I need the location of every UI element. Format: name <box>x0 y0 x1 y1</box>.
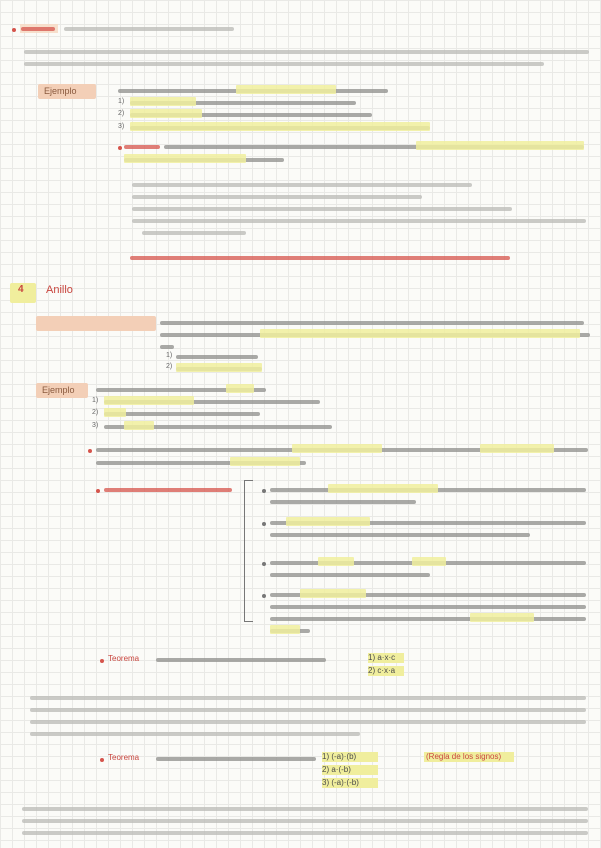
handwritten-text-line <box>22 819 588 823</box>
highlight-mark <box>260 329 580 338</box>
bullet-icon <box>88 449 92 453</box>
highlight-mark <box>286 517 370 526</box>
list-number: 2) <box>118 110 125 117</box>
highlight-mark <box>176 363 262 372</box>
handwritten-text-line <box>104 412 260 416</box>
highlight-mark <box>230 457 300 466</box>
ejemplo-tag <box>38 84 96 99</box>
teorema-label: Teorema <box>108 654 140 663</box>
handwritten-text-line <box>156 658 326 662</box>
highlight-mark <box>104 408 126 417</box>
highlight-mark <box>292 444 382 453</box>
handwritten-text-line <box>270 573 430 577</box>
section-number: 4 <box>18 284 24 295</box>
bullet-icon <box>262 594 266 598</box>
handwritten-text-line <box>30 708 586 712</box>
highlight-mark <box>318 557 354 566</box>
highlight-mark <box>130 109 202 118</box>
handwritten-text-line <box>30 732 360 736</box>
handwritten-text-line <box>176 355 258 359</box>
handwritten-text-line <box>270 533 530 537</box>
ejemplo-tag-label: Ejemplo <box>42 385 75 395</box>
handwritten-text-line <box>24 50 589 54</box>
bullet-icon <box>100 659 104 663</box>
highlight-mark <box>130 122 430 131</box>
handwritten-text-line <box>104 488 232 492</box>
highlight-mark <box>236 85 336 94</box>
handwritten-text-line <box>22 807 588 811</box>
handwritten-text-line <box>160 345 174 349</box>
bullet-icon <box>262 562 266 566</box>
handwritten-text-line <box>130 256 510 260</box>
formula-line: 3) (-a)·(-b) <box>322 778 359 787</box>
list-number: 1) <box>118 98 125 105</box>
list-number: 1) <box>92 397 99 404</box>
handwritten-text-line <box>160 321 584 325</box>
highlight-mark <box>416 141 584 150</box>
list-number: 1) <box>166 352 173 359</box>
handwritten-text-line <box>132 195 422 199</box>
handwritten-text-line <box>21 27 55 31</box>
handwritten-text-line <box>24 62 544 66</box>
handwritten-text-line <box>132 219 586 223</box>
bullet-icon <box>100 758 104 762</box>
highlight-mark <box>270 625 300 634</box>
formula-line: 2) c·x·a <box>368 666 396 675</box>
bullet-icon <box>262 489 266 493</box>
formula-line: 1) a·x·c <box>368 653 396 662</box>
handwritten-text-line <box>132 183 472 187</box>
definition-tag <box>36 316 156 331</box>
bullet-icon <box>118 146 122 150</box>
highlight-mark <box>480 444 554 453</box>
section-title: Anillo <box>46 284 73 296</box>
list-number: 3) <box>92 422 99 429</box>
highlight-mark <box>328 484 438 493</box>
highlight-mark <box>412 557 446 566</box>
ejemplo-tag-label: Ejemplo <box>44 86 77 96</box>
teorema-label: Teorema <box>108 753 140 762</box>
bullet-icon <box>12 28 16 32</box>
bullet-icon <box>96 489 100 493</box>
handwritten-text-line <box>270 500 416 504</box>
highlight-mark <box>130 97 196 106</box>
handwritten-text-line <box>142 231 246 235</box>
list-number: 2) <box>166 363 173 370</box>
list-number: 3) <box>118 123 125 130</box>
handwritten-text-line <box>30 720 586 724</box>
handwritten-text-line <box>270 605 586 609</box>
handwritten-text-line <box>132 207 512 211</box>
ejemplo-tag <box>36 383 88 398</box>
bullet-icon <box>262 522 266 526</box>
handwritten-text-line <box>64 27 234 31</box>
handwritten-text-line <box>156 757 316 761</box>
bracket <box>244 480 253 622</box>
highlight-mark <box>124 421 154 430</box>
handwritten-text-line <box>270 617 586 621</box>
highlight-mark <box>300 589 366 598</box>
handwritten-text-line <box>30 696 586 700</box>
highlight-mark <box>226 384 254 393</box>
handwritten-text-line <box>22 831 588 835</box>
formula-line: 1) (-a)·(b) <box>322 752 357 761</box>
highlight-mark <box>470 613 534 622</box>
formula-line: 2) a·(-b) <box>322 765 351 774</box>
list-number: 2) <box>92 409 99 416</box>
handwritten-text-line <box>124 145 160 149</box>
highlight-mark <box>124 154 246 163</box>
signs-rule-label: (Regla de los signos) <box>426 752 502 761</box>
highlight-mark <box>104 396 194 405</box>
